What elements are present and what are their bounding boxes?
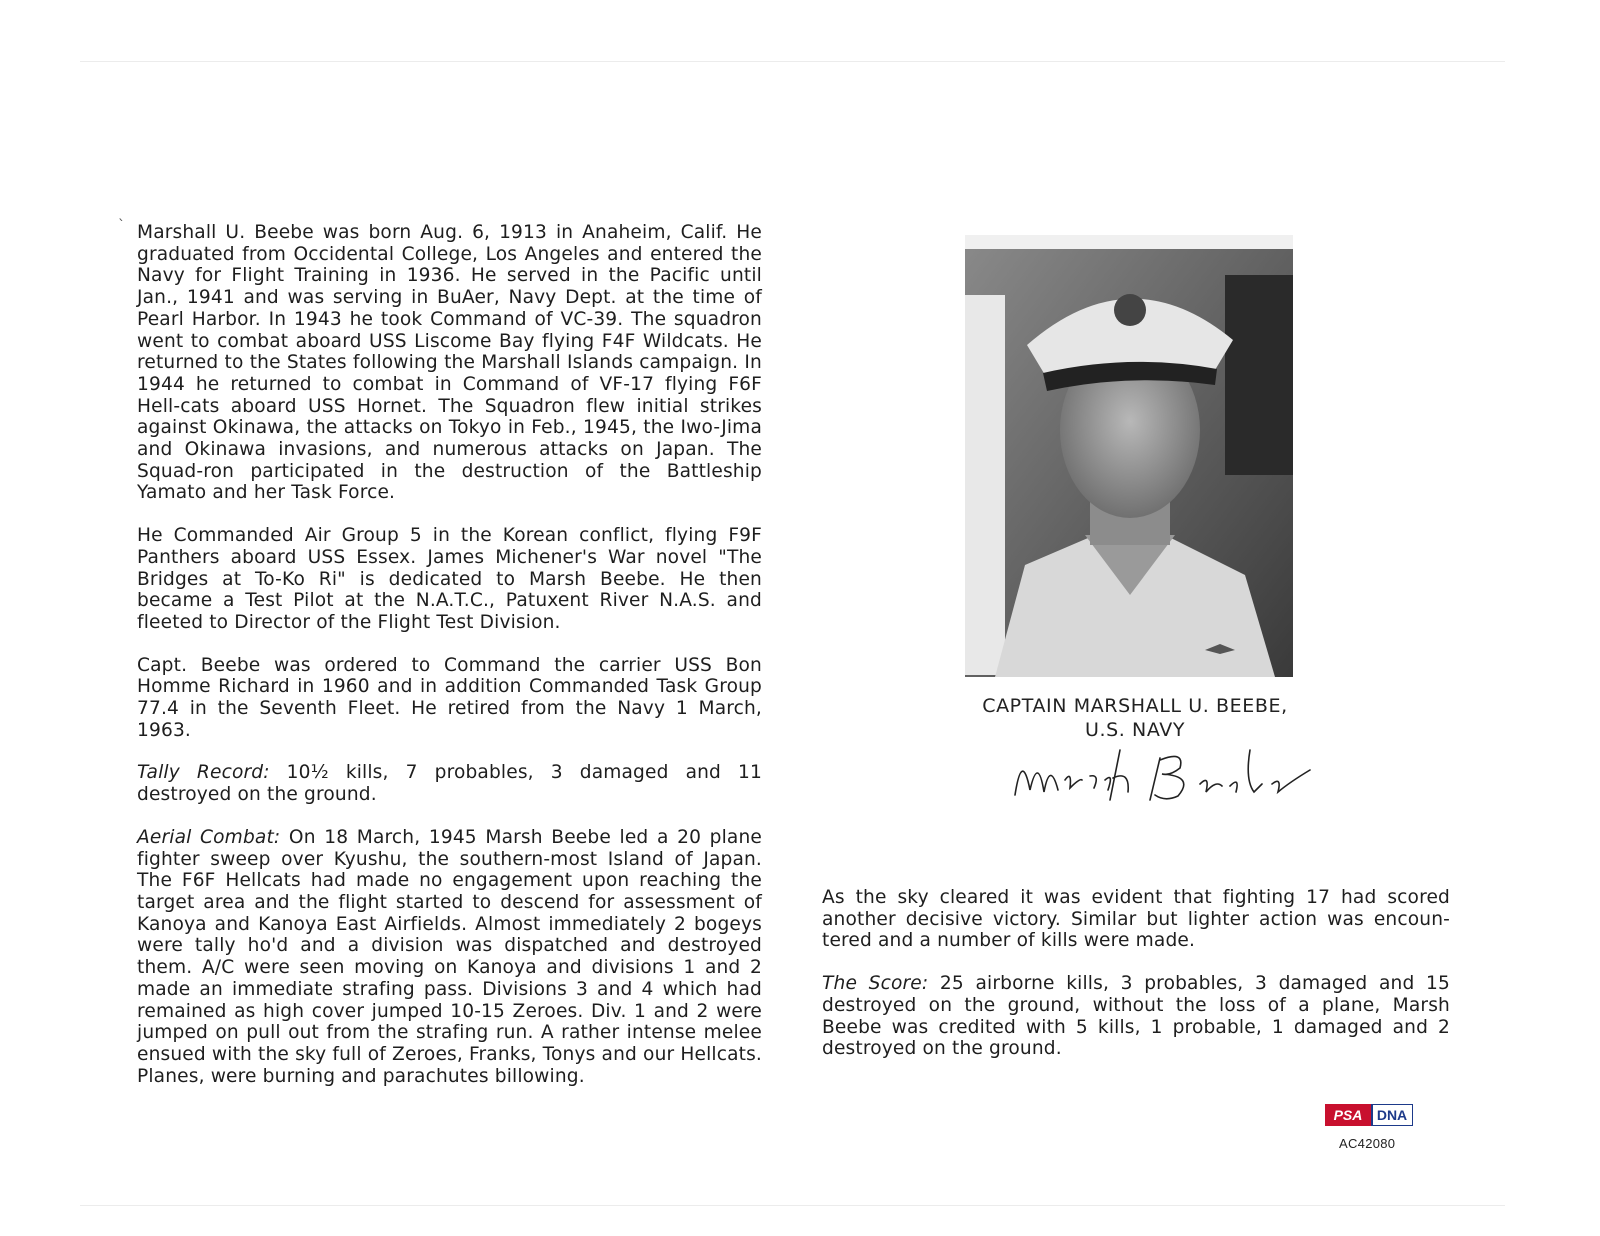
svg-text:PSA: PSA	[1333, 1107, 1363, 1123]
bio-paragraph-1: Marshall U. Beebe was born Aug. 6, 1913 in Anaheim, Calif. He graduated from Occidental College, Los Angeles and entered the Navy for Flight Training in 1936. He served in the Pacific until Jan., 1941 and was serving in BuAer, Navy Dept. at the time of Pearl Harbor. In 1943 he took Command of VC-39. The squadron went to combat aboard USS Liscome Bay flying F4F Wildcats. He returned to the States following the Marshall Islands campaign. In 1944 he returned to combat in Command of VF-17 flying F6F Hell-cats aboard USS Hornet. The Squadron flew initial strikes against Okinawa, the attacks on Tokyo in Feb., 1945, the Iwo-Jima and Okinawa invasions, and numerous attacks on Japan. The Squad-ron participated in the destruction of the Battleship Yamato and her Task Force.	[137, 222, 762, 504]
top-rule	[80, 61, 1505, 62]
biography-column	[137, 222, 762, 1108]
portrait-caption	[935, 694, 1335, 742]
tally-record-label: Tally Record:	[137, 762, 270, 784]
caption-line-2: U.S. NAVY	[1084, 719, 1186, 741]
score-text: 25 airborne kills, 3 probables, 3 damaged and 15 destroyed on the ground, without the loss of a plane, Marsh Beebe was credited with 5 kills, 1 probable, 1 damaged and 2 destroyed on the ground.	[822, 973, 1450, 1060]
bio-paragraph-3: Capt. Beebe was ordered to Command the carrier USS Bon Homme Richard in 1960 and in addition Commanded Task Group 77.4 in the Seventh Fleet. He retired from the Navy 1 March, 1963.	[137, 654, 762, 741]
caption-line-1: CAPTAIN MARSHALL U. BEEBE,	[982, 695, 1288, 717]
stray-mark: `	[118, 218, 125, 234]
bottom-rule	[80, 1205, 1505, 1206]
right-paragraph-1: As the sky cleared it was evident that fighting 17 had scored another decisive victory. Similar but lighter action was encoun-tered and a number of kills were made.	[822, 887, 1450, 952]
bio-paragraph-2: He Commanded Air Group 5 in the Korean conflict, flying F9F Panthers aboard USS Essex. James Michener's War novel "The Bridges at To-Ko Ri" is dedicated to Marsh Beebe. He then became a Test Pilot at the N.A.T.C., Patuxent River N.A.S. and fleeted to Director of the Flight Test Division.	[137, 525, 762, 633]
svg-text:DNA: DNA	[1376, 1107, 1408, 1123]
tally-record	[137, 762, 762, 805]
portrait-photo	[965, 235, 1293, 677]
score-label: The Score:	[822, 973, 929, 995]
handwritten-signature	[1010, 740, 1330, 810]
aerial-combat-text: On 18 March, 1945 Marsh Beebe led a 20 plane fighter sweep over Kyushu, the southern-most Island of Japan. The F6F Hellcats had made no engagement upon reaching the target area and the flight started to descend for assessment of Kanoya and Kanoya East Airfields. Almost immediately 2 bogeys were tally ho'd and a division was dispatched and destroyed them. A/C were seen moving on Kanoya and divisions 1 and 2 made an immediate strafing pass. Divisions 3 and 4 which had remained as high cover jumped 10-15 Zeroes. Div. 1 and 2 were jumped on pull out from the strafing run. A rather intense melee ensued with the sky full of Zeroes, Franks, Tonys and our Hellcats. Planes, were burning and parachutes billowing.	[137, 826, 763, 1087]
score-column	[822, 887, 1450, 1081]
psa-dna-logo	[1325, 1104, 1413, 1126]
aerial-combat	[137, 827, 762, 1087]
tally-record-text: 10½ kills, 7 probables, 3 damaged and 11 destroyed on the ground.	[137, 762, 762, 806]
certificate-number: AC42080	[1339, 1136, 1396, 1151]
aerial-combat-label: Aerial Combat:	[137, 826, 281, 848]
the-score	[822, 973, 1450, 1060]
